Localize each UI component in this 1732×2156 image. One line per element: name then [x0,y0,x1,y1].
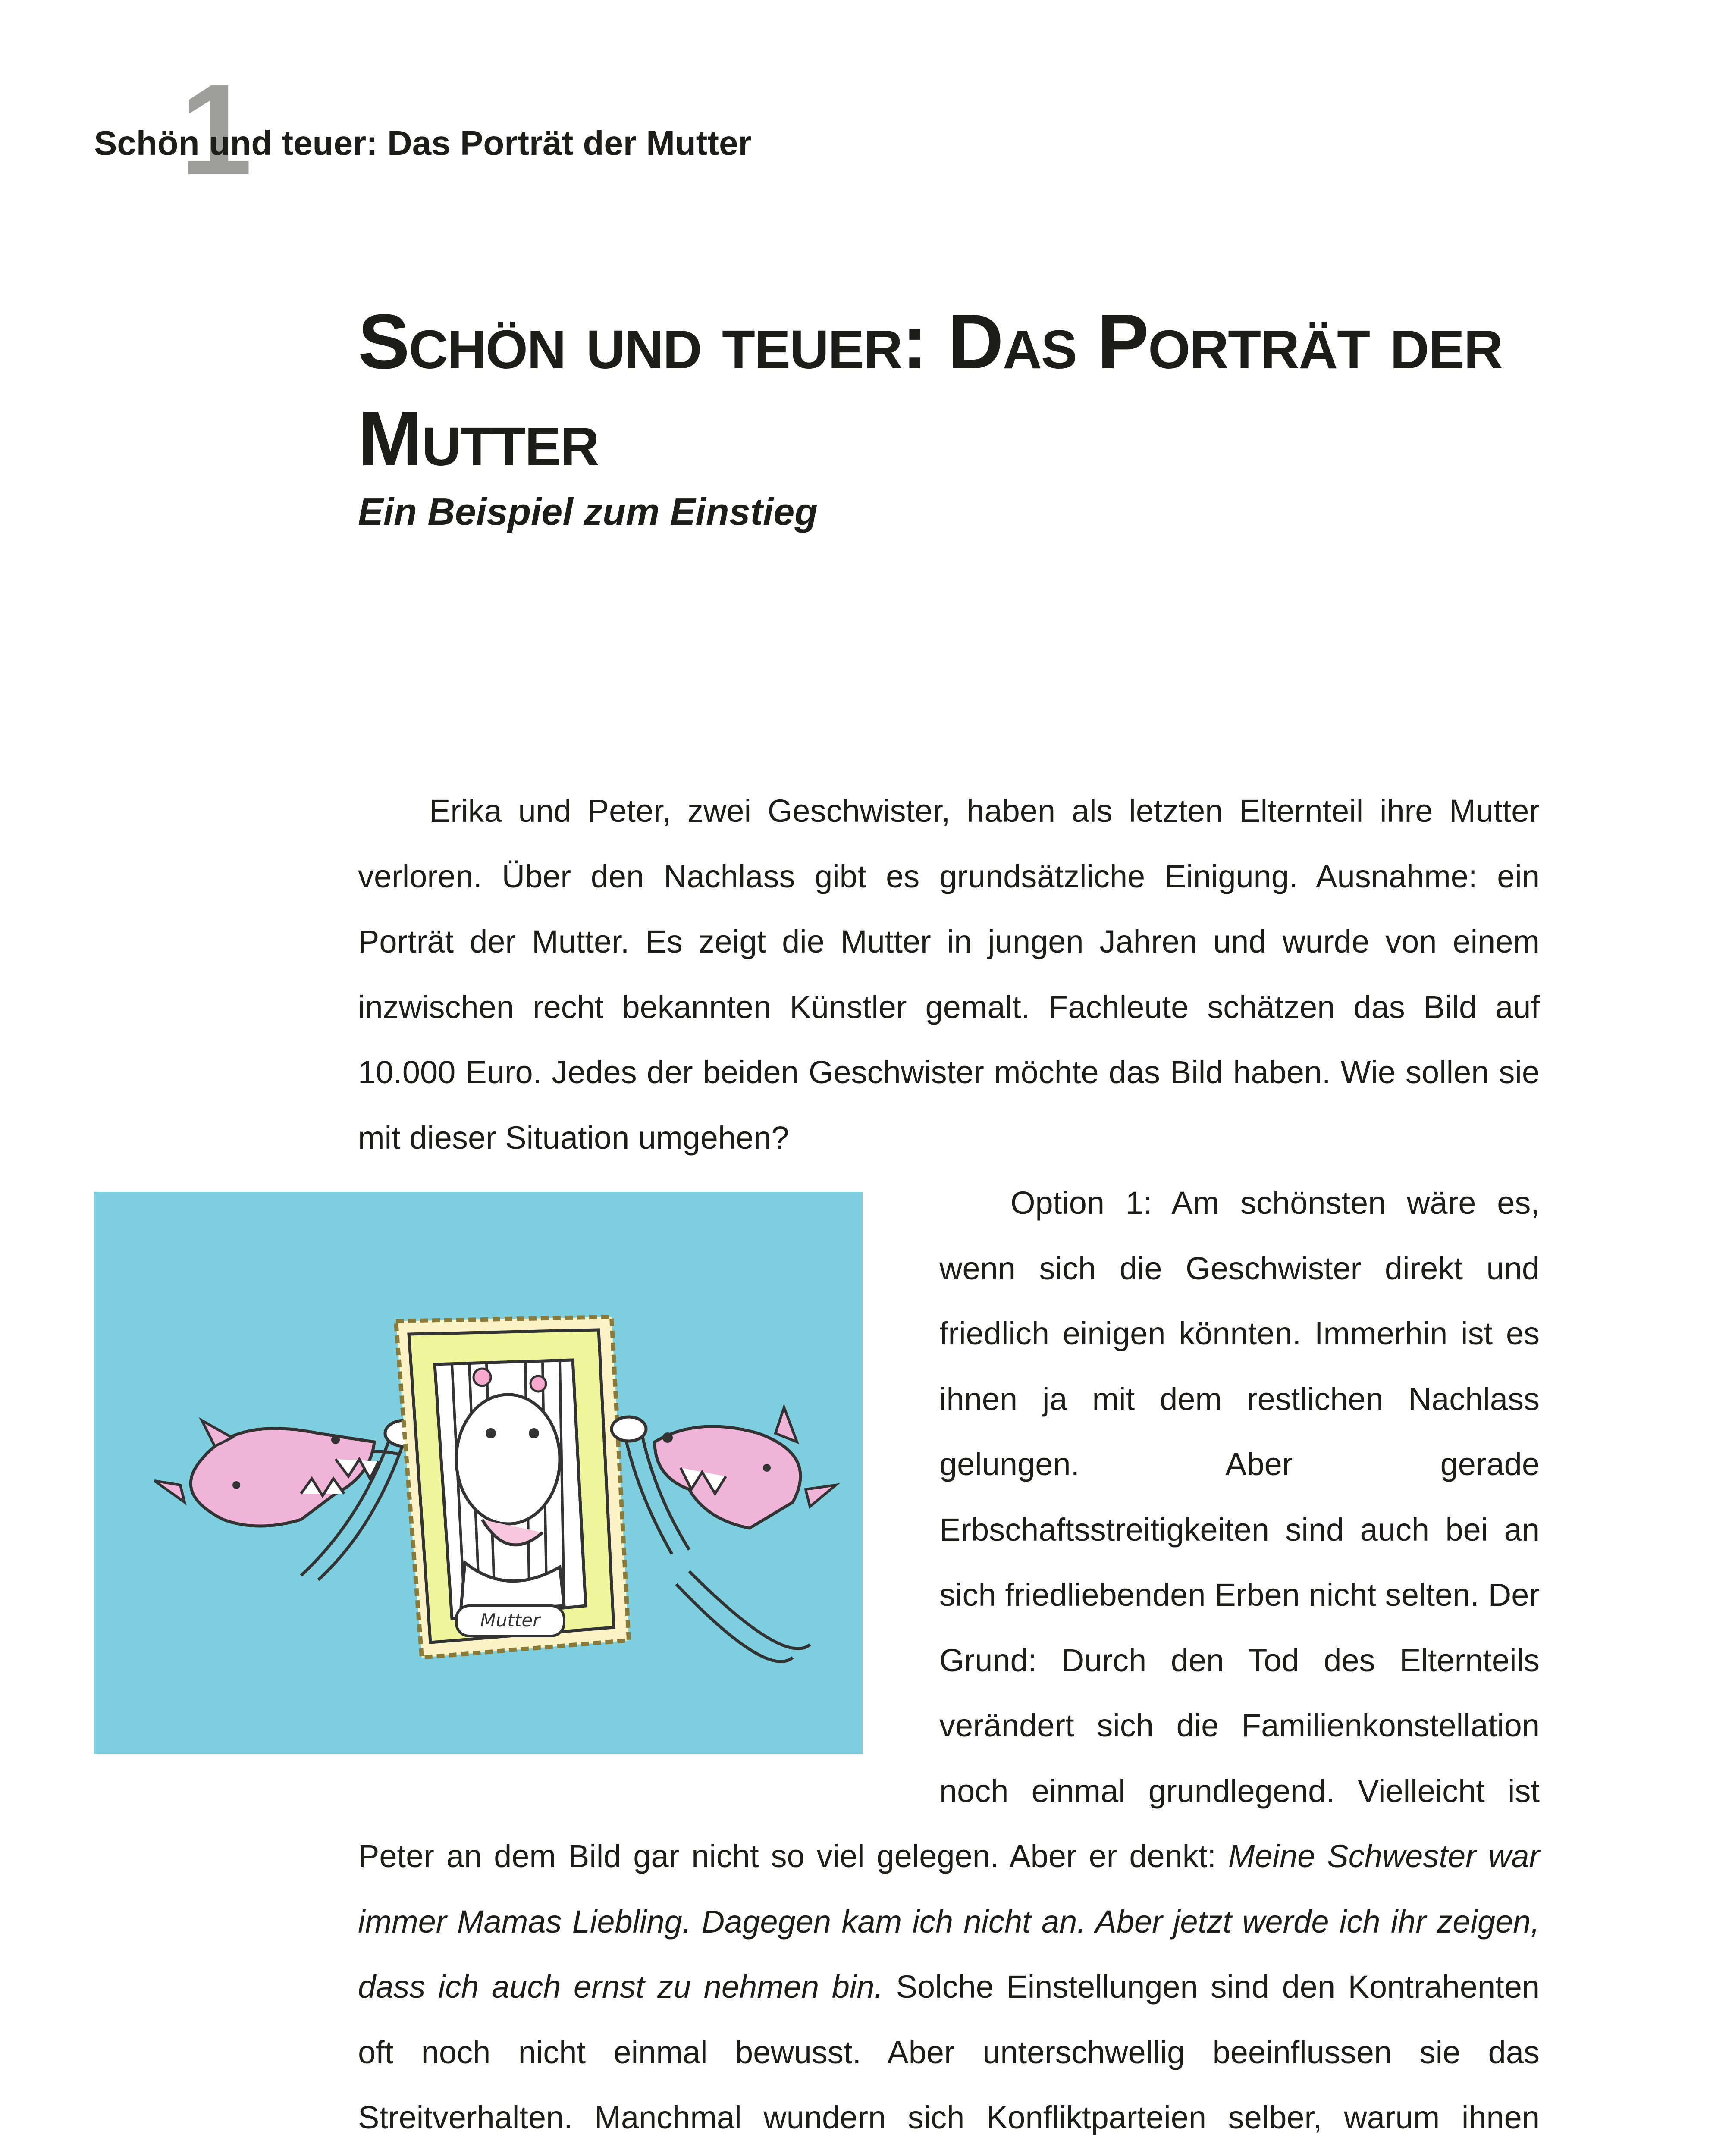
illustration-background [94,1192,863,1754]
paragraph-option-1-start: Option 1: Am schönsten wäre es, wenn sich die Geschwister direkt und friedlich einigen könnten. Immerhin ist es ihnen ja mit dem restlichen Nachlass gelungen. Aber gerade Erbschaftsstreitigkeiten sind auch bei an sich friedliebenden Erben nicht selten. Der Grund: Durch den Tod des Elternteils verändert sich die Familienkonstellation noch einmal grundlegend. Vielleicht ist Peter an dem Bild gar nicht so viel gelegen. Aber er denkt: [358,1185,1540,1874]
plate-label: Mutter [480,1610,540,1631]
page-subtitle: Ein Beispiel zum Einstieg [358,490,818,533]
left-wolf [154,1420,379,1526]
right-wolf [655,1407,836,1528]
paragraph-option-1-end: Solche Einstellungen sind den Kontrahenten oft noch nicht einmal bewusst. Aber unterschwellig beeinflussen sie das Streitverhalten. Manchmal wundern sich Konfliktparteien selber, warum ihnen [358,1969,1540,2135]
chapter-number: 1 [180,57,252,202]
peter-thought-quote: Meine Schwester war immer Mamas Liebling. Dagegen kam ich nicht an. Aber jetzt werde ich ihr zeigen, dass ich auch ernst zu nehmen bin. [358,1838,1540,2005]
illustration [94,1192,939,1761]
paragraph-intro: Erika und Peter, zwei Geschwister, haben als letzten Elternteil ihre Mutter verloren. Über den Nachlass gibt es grundsätzliche Einigung. Ausnahme: ein Porträt der Mutter. Es zeigt die Mutter in jungen Jahren und wurde von einem inzwischen recht bekannten Künstler gemalt. Fachleute schätzen das Bild auf 10.000 Euro. Jedes der beiden Geschwister möchte das Bild haben. Wie sollen sie mit dieser Situation umgehen? [358,793,1540,1156]
portrait-dispute-drawing [94,1192,863,1754]
portrait-frame [396,1317,629,1658]
article-body [358,778,1540,2156]
running-title: Schön und teuer: Das Porträt der Mutter [94,124,752,162]
page-title: Schön und teuer: Das Porträt der Mutter [358,298,1503,482]
